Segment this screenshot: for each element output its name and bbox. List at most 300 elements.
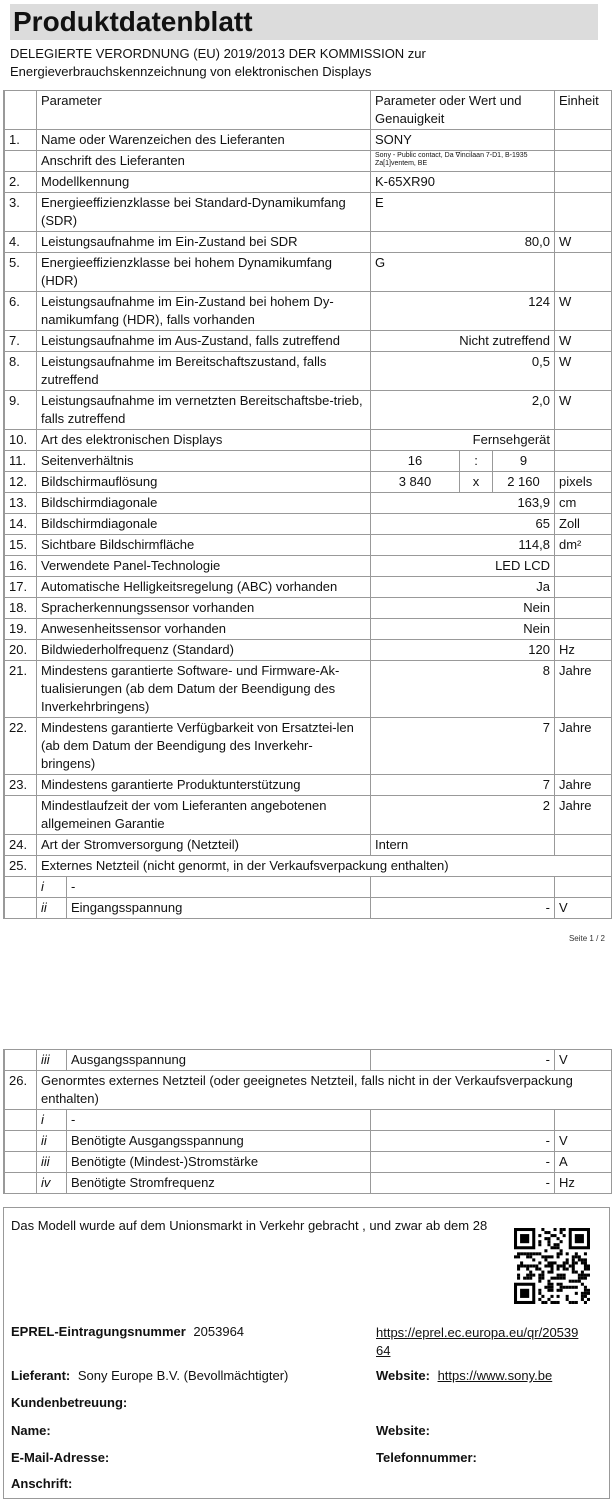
qr-module xyxy=(550,1268,553,1271)
qr-module xyxy=(544,1264,547,1267)
table-row xyxy=(5,640,612,661)
qr-module xyxy=(566,1261,569,1264)
header-unit: Einheit xyxy=(555,91,612,130)
row-number: 21. xyxy=(5,661,37,718)
qr-module xyxy=(544,1231,547,1234)
supplier-label: Lieferant: xyxy=(11,1368,71,1383)
qr-module xyxy=(517,1274,520,1277)
qr-module xyxy=(544,1255,547,1258)
row-parameter: Bildwiederholfrequenz (Standard) xyxy=(37,640,371,661)
table-row xyxy=(5,172,612,193)
row-number: 18. xyxy=(5,598,37,619)
row-unit: Jahre xyxy=(555,661,612,718)
qr-module xyxy=(541,1295,544,1298)
regulation-subtitle: DELEGIERTE VERORDNUNG (EU) 2019/2013 DER KOMMISSION zur Energieverbrauchskennzeichnung von elektronischen Displays xyxy=(10,46,426,79)
table-row xyxy=(5,232,612,253)
sub-roman: i xyxy=(37,877,67,897)
row-value: 114,8 xyxy=(371,535,555,556)
row-value: SONY xyxy=(371,130,555,151)
row-unit xyxy=(555,598,612,619)
row-number: 6. xyxy=(5,292,37,331)
qr-module xyxy=(547,1264,550,1267)
row-number: 4. xyxy=(5,232,37,253)
qr-module xyxy=(584,1301,587,1304)
qr-module xyxy=(554,1243,557,1246)
qr-module xyxy=(575,1301,578,1304)
eprel-label: EPREL-Eintragungsnummer xyxy=(11,1324,186,1339)
row-unit xyxy=(555,253,612,292)
row-unit: Jahre xyxy=(555,796,612,835)
row-unit xyxy=(555,619,612,640)
qr-module xyxy=(575,1286,578,1289)
website-label: Website: xyxy=(376,1368,430,1383)
qr-module xyxy=(547,1261,550,1264)
qr-module xyxy=(587,1292,590,1295)
qr-module xyxy=(587,1289,590,1292)
qr-module xyxy=(584,1274,587,1277)
qr-module xyxy=(547,1237,550,1240)
sub-roman: iv xyxy=(37,1173,67,1194)
row-parameter: Externes Netzteil (nicht genormt, in der Verkaufsverpackung enthalten) xyxy=(37,856,612,877)
qr-module xyxy=(523,1277,526,1280)
qr-module xyxy=(550,1255,553,1258)
qr-module xyxy=(538,1234,541,1237)
qr-module xyxy=(547,1243,550,1246)
qr-module xyxy=(584,1286,587,1289)
qr-module xyxy=(532,1264,535,1267)
qr-module xyxy=(563,1268,566,1271)
table-row xyxy=(5,1131,612,1152)
qr-module xyxy=(587,1298,590,1301)
qr-module xyxy=(581,1271,584,1274)
qr-module xyxy=(557,1246,560,1249)
qr-module xyxy=(547,1280,550,1283)
qr-module xyxy=(566,1268,569,1271)
row-unit: dm² xyxy=(555,535,612,556)
qr-module xyxy=(575,1252,578,1255)
qr-module xyxy=(520,1252,523,1255)
qr-module xyxy=(550,1246,553,1249)
table-row xyxy=(5,472,612,493)
qr-module xyxy=(584,1292,587,1295)
row-parameter: Automatische Helligkeitsregelung (ABC) vorhanden xyxy=(37,577,371,598)
row-number: 12. xyxy=(5,472,37,493)
qr-module xyxy=(557,1277,560,1280)
qr-module xyxy=(572,1258,575,1261)
qr-module xyxy=(557,1268,560,1271)
table-row xyxy=(5,193,612,232)
row-number: 14. xyxy=(5,514,37,535)
qr-module xyxy=(554,1261,557,1264)
qr-module xyxy=(578,1258,581,1261)
table-row xyxy=(5,151,612,172)
qr-module xyxy=(557,1255,560,1258)
qr-module xyxy=(538,1298,541,1301)
qr-module xyxy=(538,1289,541,1292)
row-unit xyxy=(555,151,612,172)
qr-module xyxy=(550,1277,553,1280)
qr-module xyxy=(541,1274,544,1277)
row-parameter: Art des elektronischen Displays xyxy=(37,430,371,451)
qr-module xyxy=(544,1237,547,1240)
row-value: Ja xyxy=(371,577,555,598)
qr-module xyxy=(572,1301,575,1304)
row-parameter: Verwendete Panel-Technologie xyxy=(37,556,371,577)
table-row xyxy=(5,514,612,535)
sub-parameter: - xyxy=(71,879,76,894)
qr-module xyxy=(541,1228,544,1231)
qr-module xyxy=(550,1295,553,1298)
sub-parameter: Ausgangsspannung xyxy=(67,1050,371,1071)
table-row xyxy=(5,718,612,775)
row-unit: V xyxy=(555,1131,612,1152)
qr-module xyxy=(587,1264,590,1267)
row-value xyxy=(371,1110,555,1131)
row-unit xyxy=(555,451,612,472)
qr-module xyxy=(541,1301,544,1304)
qr-module xyxy=(560,1289,563,1292)
qr-module xyxy=(572,1255,575,1258)
row-parameter: Bildschirmauflösung xyxy=(37,472,371,493)
qr-module xyxy=(517,1252,520,1255)
qr-module xyxy=(526,1264,529,1267)
qr-module xyxy=(560,1283,563,1286)
eprel-number: 2053964 xyxy=(193,1324,245,1339)
qr-module xyxy=(514,1255,517,1258)
row-value: 7 xyxy=(371,718,555,775)
qr-module xyxy=(560,1240,563,1243)
table-row xyxy=(5,391,612,430)
qr-module xyxy=(587,1268,590,1271)
table-row xyxy=(5,430,612,451)
email-label: E-Mail-Adresse: xyxy=(11,1450,110,1465)
row-parameter: Leistungsaufnahme im Ein-Zustand bei SDR xyxy=(37,232,371,253)
qr-module xyxy=(538,1274,541,1277)
row-number: 10. xyxy=(5,430,37,451)
qr-module xyxy=(554,1246,557,1249)
eprel-link[interactable]: https://eprel.ec.europa.eu/qr/2053964 xyxy=(376,1325,579,1358)
qr-module xyxy=(584,1264,587,1267)
row-unit: W xyxy=(555,352,612,391)
qr-module xyxy=(569,1301,572,1304)
sub-roman: ii xyxy=(37,898,67,918)
qr-module xyxy=(538,1240,541,1243)
table-row xyxy=(5,598,612,619)
row-unit: cm xyxy=(555,493,612,514)
qr-module xyxy=(538,1252,541,1255)
qr-module xyxy=(563,1286,566,1289)
qr-module xyxy=(575,1271,578,1274)
row-unit xyxy=(555,430,612,451)
row-value xyxy=(371,877,555,898)
row-value: 2 xyxy=(371,796,555,835)
row-parameter: Mindestens garantierte Software- und Firmware-Ak-tualisierungen (ab dem Datum der Beendigung des Inverkehrbringens) xyxy=(37,661,371,718)
qr-module xyxy=(554,1234,557,1237)
table-row xyxy=(5,352,612,391)
qr-module xyxy=(560,1228,563,1231)
qr-module xyxy=(587,1274,590,1277)
qr-module xyxy=(529,1277,532,1280)
header-value: Parameter oder Wert und Genauigkeit xyxy=(371,91,555,130)
row-number: 19. xyxy=(5,619,37,640)
row-value: E xyxy=(371,193,555,232)
row-unit: pixels xyxy=(555,472,612,493)
row-value: 65 xyxy=(371,514,555,535)
table-row xyxy=(5,535,612,556)
row-number: 2. xyxy=(5,172,37,193)
row-number xyxy=(5,151,37,172)
row-value: 7 xyxy=(371,775,555,796)
table-row xyxy=(5,493,612,514)
qr-module xyxy=(529,1252,532,1255)
qr-module xyxy=(566,1295,569,1298)
row-unit: Hz xyxy=(555,1173,612,1194)
qr-module xyxy=(557,1237,560,1240)
row-value: 163,9 xyxy=(371,493,555,514)
qr-module xyxy=(547,1298,550,1301)
row-value: - xyxy=(371,1152,555,1173)
row-value: LED LCD xyxy=(371,556,555,577)
qr-module xyxy=(560,1252,563,1255)
qr-module xyxy=(566,1258,569,1261)
qr-module xyxy=(557,1243,560,1246)
qr-module xyxy=(550,1301,553,1304)
row-parameter: Art der Stromversorgung (Netzteil) xyxy=(37,835,371,856)
sub-roman: iii xyxy=(37,1152,67,1173)
row-number: 8. xyxy=(5,352,37,391)
qr-module xyxy=(572,1261,575,1264)
row-value: Sony - Public contact, Da ∇incilaan 7-D1, B-1935 Za[1]ventem, BE xyxy=(371,151,555,172)
row-unit: W xyxy=(555,292,612,331)
qr-module xyxy=(560,1231,563,1234)
sub-parameter: - xyxy=(67,1110,371,1131)
qr-module xyxy=(569,1280,572,1283)
qr-module xyxy=(547,1283,550,1286)
row-number: 17. xyxy=(5,577,37,598)
qr-module xyxy=(547,1255,550,1258)
row-number: 9. xyxy=(5,391,37,430)
row-number: 23. xyxy=(5,775,37,796)
table-row xyxy=(5,661,612,718)
row-unit: A xyxy=(555,1152,612,1173)
qr-module xyxy=(550,1271,553,1274)
row-unit: Hz xyxy=(555,640,612,661)
qr-module xyxy=(550,1289,553,1292)
qr-module xyxy=(581,1298,584,1301)
sub-roman: ii xyxy=(37,1131,67,1152)
table-row xyxy=(5,253,612,292)
table-row xyxy=(5,856,612,877)
customer-service-label: Kundenbetreuung: xyxy=(11,1395,128,1410)
table-row xyxy=(5,577,612,598)
row-unit: W xyxy=(555,331,612,352)
qr-module xyxy=(575,1255,578,1258)
qr-module xyxy=(560,1249,563,1252)
qr-module xyxy=(560,1274,563,1277)
page-number: Seite 1 / 2 xyxy=(568,934,605,943)
row-parameter: Energieeffizienzklasse bei Standard-Dynamikumfang (SDR) xyxy=(37,193,371,232)
website-link[interactable]: https://www.sony.be xyxy=(437,1368,553,1383)
row-value: Nicht zutreffend xyxy=(371,331,555,352)
product-table xyxy=(3,90,612,919)
row-parameter: Leistungsaufnahme im Bereitschaftszustand, falls zutreffend xyxy=(37,352,371,391)
qr-module xyxy=(544,1258,547,1261)
qr-module xyxy=(572,1286,575,1289)
market-date-text: Das Modell wurde auf dem Unionsmarkt in Verkehr gebracht , und zwar ab dem 28 xyxy=(11,1218,488,1233)
qr-module xyxy=(581,1292,584,1295)
qr-module xyxy=(538,1280,541,1283)
qr-module xyxy=(581,1277,584,1280)
qr-module xyxy=(520,1289,529,1298)
row-value: Nein xyxy=(371,619,555,640)
qr-module xyxy=(517,1264,520,1267)
row-unit xyxy=(555,193,612,232)
table-row xyxy=(5,619,612,640)
row-value: Fernsehgerät xyxy=(371,430,555,451)
row-number: 3. xyxy=(5,193,37,232)
qr-module xyxy=(520,1264,523,1267)
row-parameter: Bildschirmdiagonale xyxy=(37,493,371,514)
qr-module xyxy=(563,1228,566,1231)
table-row xyxy=(5,556,612,577)
qr-module xyxy=(584,1252,587,1255)
table-row xyxy=(5,1110,612,1131)
qr-module xyxy=(526,1255,529,1258)
row-parameter: Spracherkennungssensor vorhanden xyxy=(37,598,371,619)
qr-module xyxy=(566,1252,569,1255)
qr-module xyxy=(560,1286,563,1289)
qr-module xyxy=(563,1264,566,1267)
qr-module xyxy=(566,1298,569,1301)
row-value: G xyxy=(371,253,555,292)
row-number: 16. xyxy=(5,556,37,577)
row-parameter: Anschrift des Lieferanten xyxy=(37,151,371,172)
row-unit xyxy=(555,877,612,898)
row-value: - xyxy=(371,1050,555,1071)
qr-module xyxy=(535,1252,538,1255)
row-unit: Jahre xyxy=(555,775,612,796)
table-row xyxy=(5,331,612,352)
qr-module xyxy=(554,1228,557,1231)
row-parameter: Leistungsaufnahme im Ein-Zustand bei hohem Dy-namikumfang (HDR), falls vorhanden xyxy=(37,292,371,331)
row-number: 11. xyxy=(5,451,37,472)
qr-module xyxy=(560,1264,563,1267)
row-number: 15. xyxy=(5,535,37,556)
qr-module xyxy=(538,1292,541,1295)
row-number: 13. xyxy=(5,493,37,514)
qr-module xyxy=(581,1258,584,1261)
row-parameter: Mindestens garantierte Verfügbarkeit von Ersatztei-len (ab dem Datum der Beendigung des Inverkehr-bringens) xyxy=(37,718,371,775)
table-row xyxy=(5,835,612,856)
row-parameter: Bildschirmdiagonale xyxy=(37,514,371,535)
sub-parameter: Eingangsspannung xyxy=(71,900,183,915)
sub-parameter: Benötigte Stromfrequenz xyxy=(67,1173,371,1194)
qr-module xyxy=(569,1264,572,1267)
qr-module xyxy=(538,1243,541,1246)
row-number: 7. xyxy=(5,331,37,352)
website2-label: Website: xyxy=(376,1423,430,1438)
qr-module xyxy=(575,1292,578,1295)
qr-module xyxy=(584,1295,587,1298)
qr-module xyxy=(572,1268,575,1271)
qr-module xyxy=(547,1286,550,1289)
qr-code-icon[interactable] xyxy=(514,1228,590,1304)
row-unit xyxy=(555,1110,612,1131)
qr-module xyxy=(547,1240,550,1243)
row-parameter: Leistungsaufnahme im vernetzten Bereitschaftsbe-trieb, falls zutreffend xyxy=(37,391,371,430)
qr-module xyxy=(572,1280,575,1283)
row-unit xyxy=(555,577,612,598)
row-number: 5. xyxy=(5,253,37,292)
qr-module xyxy=(572,1264,575,1267)
qr-module xyxy=(544,1301,547,1304)
table-row xyxy=(5,796,612,835)
row-parameter: Sichtbare Bildschirmfläche xyxy=(37,535,371,556)
qr-module xyxy=(584,1277,587,1280)
qr-module xyxy=(572,1271,575,1274)
footer-box xyxy=(3,1207,610,1499)
row-number xyxy=(5,796,37,835)
qr-module xyxy=(541,1255,544,1258)
qr-module xyxy=(538,1277,541,1280)
qr-module xyxy=(532,1274,535,1277)
qr-module xyxy=(584,1261,587,1264)
address-label: Anschrift: xyxy=(11,1476,73,1491)
qr-module xyxy=(563,1261,566,1264)
row-value: 124 xyxy=(371,292,555,331)
qr-module xyxy=(520,1261,523,1264)
qr-module xyxy=(557,1264,560,1267)
table-row xyxy=(5,1152,612,1173)
qr-module xyxy=(557,1289,560,1292)
qr-module xyxy=(563,1274,566,1277)
qr-module xyxy=(520,1234,529,1243)
qr-module xyxy=(526,1252,529,1255)
table-row xyxy=(5,292,612,331)
qr-module xyxy=(563,1277,566,1280)
row-unit: W xyxy=(555,391,612,430)
qr-module xyxy=(584,1258,587,1261)
sub-roman: i xyxy=(37,1110,67,1131)
qr-module xyxy=(544,1249,547,1252)
qr-module xyxy=(523,1264,526,1267)
row-parameter: Leistungsaufnahme im Aus-Zustand, falls zutreffend xyxy=(37,331,371,352)
qr-module xyxy=(560,1277,563,1280)
row-unit xyxy=(555,172,612,193)
qr-module xyxy=(526,1274,529,1277)
sub-roman: iii xyxy=(37,1050,67,1071)
row-unit: V xyxy=(555,898,612,919)
row-value: - xyxy=(371,898,555,919)
qr-module xyxy=(535,1268,538,1271)
row-unit: Jahre xyxy=(555,718,612,775)
row-value: Intern xyxy=(371,835,555,856)
row-parameter: Energieeffizienzklasse bei hohem Dynamikumfang (HDR) xyxy=(37,253,371,292)
qr-module xyxy=(581,1274,584,1277)
qr-module xyxy=(569,1286,572,1289)
table-row xyxy=(5,1071,612,1110)
table-row xyxy=(5,1173,612,1194)
table-row xyxy=(5,451,612,472)
row-parameter: Genormtes externes Netzteil (oder geeignetes Netzteil, falls nicht in der Verkaufsverpackung enthalten) xyxy=(37,1071,612,1110)
row-value: - xyxy=(371,1131,555,1152)
qr-module xyxy=(517,1268,520,1271)
sub-parameter: Benötigte Ausgangsspannung xyxy=(67,1131,371,1152)
qr-module xyxy=(581,1261,584,1264)
qr-module xyxy=(535,1264,538,1267)
qr-module xyxy=(550,1261,553,1264)
row-number: 26. xyxy=(5,1071,37,1110)
